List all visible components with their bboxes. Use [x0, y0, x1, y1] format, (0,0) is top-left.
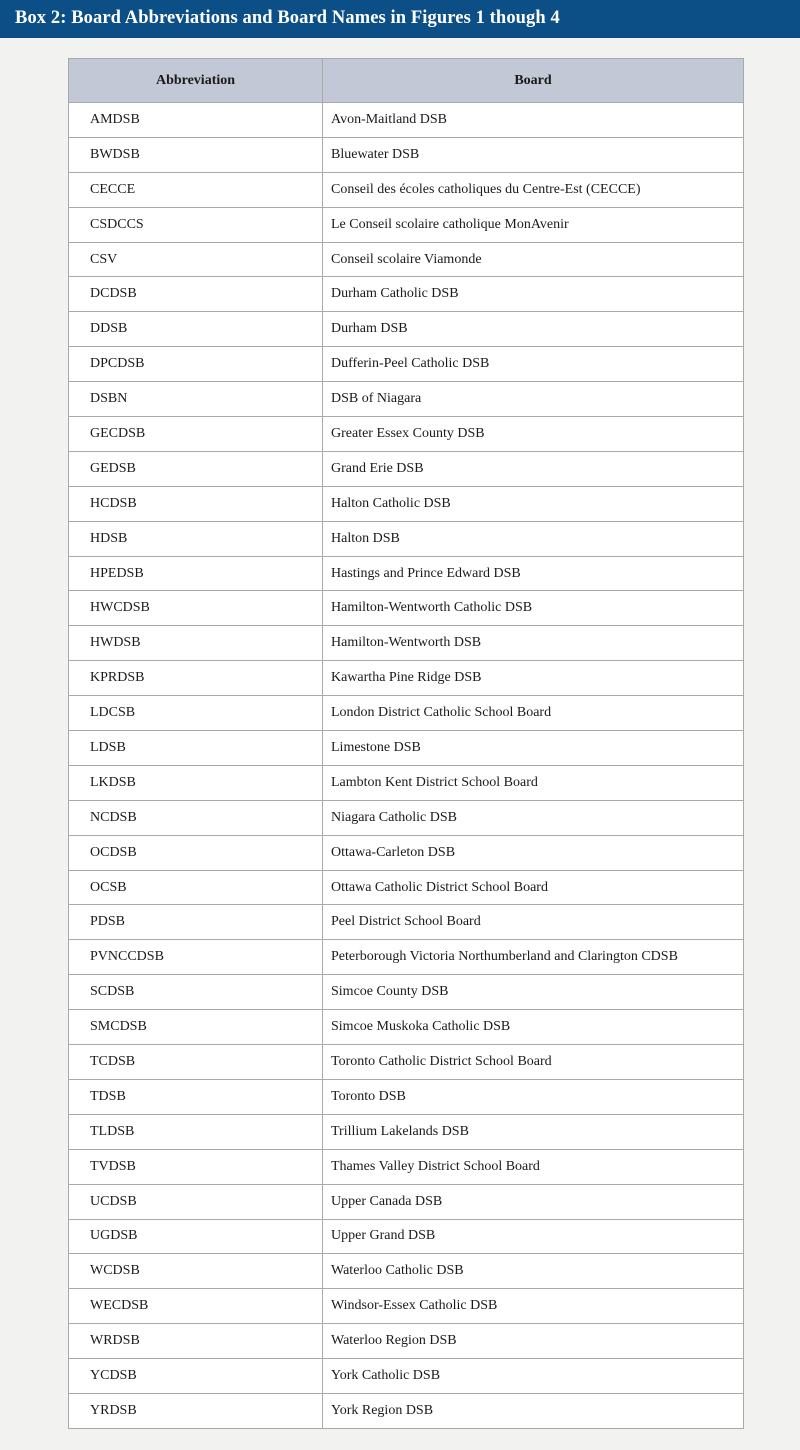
board-name-cell: Thames Valley District School Board: [323, 1149, 744, 1184]
board-name-cell: Durham Catholic DSB: [323, 277, 744, 312]
column-header-board: Board: [323, 59, 744, 103]
abbreviation-cell: LKDSB: [69, 765, 323, 800]
abbreviation-cell: HWCDSB: [69, 591, 323, 626]
table-row: [69, 1010, 744, 1045]
abbreviation-cell: PDSB: [69, 905, 323, 940]
board-name-cell: Dufferin-Peel Catholic DSB: [323, 347, 744, 382]
board-name-cell: Waterloo Region DSB: [323, 1324, 744, 1359]
abbreviation-cell: TCDSB: [69, 1045, 323, 1080]
table-body: [69, 103, 744, 1429]
abbreviation-cell: UCDSB: [69, 1184, 323, 1219]
abbreviation-cell: OCDSB: [69, 835, 323, 870]
table-row: [69, 696, 744, 731]
board-name-cell: Peel District School Board: [323, 905, 744, 940]
board-name-cell: Le Conseil scolaire catholique MonAvenir: [323, 207, 744, 242]
table-row: [69, 1359, 744, 1394]
table-row: [69, 242, 744, 277]
abbreviation-cell: TVDSB: [69, 1149, 323, 1184]
table-row: [69, 1254, 744, 1289]
table-row: [69, 975, 744, 1010]
board-name-cell: Ottawa Catholic District School Board: [323, 870, 744, 905]
table-row: [69, 940, 744, 975]
box-title: Box 2: Board Abbreviations and Board Names in Figures 1 though 4: [15, 8, 560, 28]
abbreviation-cell: TLDSB: [69, 1114, 323, 1149]
board-name-cell: Conseil des écoles catholiques du Centre-Est (CECCE): [323, 172, 744, 207]
table-row: [69, 870, 744, 905]
abbreviation-table-container: [68, 58, 743, 1429]
abbreviation-cell: CSV: [69, 242, 323, 277]
board-name-cell: Hamilton-Wentworth DSB: [323, 626, 744, 661]
table-row: [69, 1149, 744, 1184]
board-name-cell: Conseil scolaire Viamonde: [323, 242, 744, 277]
board-name-cell: Kawartha Pine Ridge DSB: [323, 661, 744, 696]
table-row: [69, 207, 744, 242]
abbreviation-cell: WECDSB: [69, 1289, 323, 1324]
abbreviation-cell: WCDSB: [69, 1254, 323, 1289]
table-row: [69, 103, 744, 138]
board-name-cell: Limestone DSB: [323, 731, 744, 766]
column-header-abbreviation: Abbreviation: [69, 59, 323, 103]
board-name-cell: Toronto DSB: [323, 1079, 744, 1114]
abbreviation-cell: HWDSB: [69, 626, 323, 661]
abbreviation-cell: YRDSB: [69, 1393, 323, 1428]
table-header-row: [69, 59, 744, 103]
board-name-cell: Upper Canada DSB: [323, 1184, 744, 1219]
board-name-cell: Avon-Maitland DSB: [323, 103, 744, 138]
abbreviation-cell: CECCE: [69, 172, 323, 207]
abbreviation-cell: WRDSB: [69, 1324, 323, 1359]
board-name-cell: Toronto Catholic District School Board: [323, 1045, 744, 1080]
abbreviation-cell: DSBN: [69, 382, 323, 417]
table-row: [69, 382, 744, 417]
abbreviation-cell: HCDSB: [69, 486, 323, 521]
abbreviation-cell: OCSB: [69, 870, 323, 905]
abbreviation-cell: PVNCCDSB: [69, 940, 323, 975]
table-row: [69, 521, 744, 556]
abbreviation-cell: NCDSB: [69, 800, 323, 835]
abbreviation-cell: GEDSB: [69, 451, 323, 486]
board-name-cell: Niagara Catholic DSB: [323, 800, 744, 835]
table-row: [69, 1393, 744, 1428]
abbreviation-cell: TDSB: [69, 1079, 323, 1114]
board-name-cell: Upper Grand DSB: [323, 1219, 744, 1254]
abbreviation-cell: HDSB: [69, 521, 323, 556]
board-name-cell: Greater Essex County DSB: [323, 417, 744, 452]
abbreviation-cell: YCDSB: [69, 1359, 323, 1394]
abbreviation-cell: SCDSB: [69, 975, 323, 1010]
board-name-cell: Ottawa-Carleton DSB: [323, 835, 744, 870]
board-name-cell: Hastings and Prince Edward DSB: [323, 556, 744, 591]
table-row: [69, 277, 744, 312]
table-row: [69, 765, 744, 800]
abbreviation-cell: DCDSB: [69, 277, 323, 312]
table-row: [69, 1045, 744, 1080]
table-row: [69, 172, 744, 207]
table-row: [69, 1219, 744, 1254]
table-row: [69, 1289, 744, 1324]
table-row: [69, 417, 744, 452]
abbreviation-cell: AMDSB: [69, 103, 323, 138]
table-row: [69, 731, 744, 766]
abbreviation-cell: DPCDSB: [69, 347, 323, 382]
table-row: [69, 137, 744, 172]
table-row: [69, 486, 744, 521]
board-name-cell: Bluewater DSB: [323, 137, 744, 172]
abbreviation-cell: LDCSB: [69, 696, 323, 731]
table-row: [69, 591, 744, 626]
board-name-cell: Waterloo Catholic DSB: [323, 1254, 744, 1289]
board-name-cell: Halton DSB: [323, 521, 744, 556]
board-name-cell: Trillium Lakelands DSB: [323, 1114, 744, 1149]
table-row: [69, 835, 744, 870]
board-name-cell: Durham DSB: [323, 312, 744, 347]
abbreviation-cell: CSDCCS: [69, 207, 323, 242]
board-name-cell: Hamilton-Wentworth Catholic DSB: [323, 591, 744, 626]
table-row: [69, 556, 744, 591]
table-row: [69, 800, 744, 835]
table-row: [69, 905, 744, 940]
board-name-cell: Simcoe Muskoka Catholic DSB: [323, 1010, 744, 1045]
board-name-cell: Simcoe County DSB: [323, 975, 744, 1010]
abbreviation-cell: GECDSB: [69, 417, 323, 452]
table-row: [69, 1324, 744, 1359]
board-name-cell: York Region DSB: [323, 1393, 744, 1428]
board-name-cell: Peterborough Victoria Northumberland and Clarington CDSB: [323, 940, 744, 975]
abbreviation-cell: LDSB: [69, 731, 323, 766]
table-row: [69, 1184, 744, 1219]
abbreviation-table: [68, 58, 744, 1429]
table-row: [69, 312, 744, 347]
table-row: [69, 1114, 744, 1149]
table-row: [69, 451, 744, 486]
table-row: [69, 1079, 744, 1114]
board-name-cell: Halton Catholic DSB: [323, 486, 744, 521]
abbreviation-cell: SMCDSB: [69, 1010, 323, 1045]
table-row: [69, 661, 744, 696]
board-name-cell: Lambton Kent District School Board: [323, 765, 744, 800]
board-name-cell: York Catholic DSB: [323, 1359, 744, 1394]
abbreviation-cell: HPEDSB: [69, 556, 323, 591]
board-name-cell: Windsor-Essex Catholic DSB: [323, 1289, 744, 1324]
board-name-cell: Grand Erie DSB: [323, 451, 744, 486]
box-title-bar: [0, 0, 800, 38]
abbreviation-cell: KPRDSB: [69, 661, 323, 696]
abbreviation-cell: UGDSB: [69, 1219, 323, 1254]
table-row: [69, 626, 744, 661]
abbreviation-cell: BWDSB: [69, 137, 323, 172]
board-name-cell: DSB of Niagara: [323, 382, 744, 417]
table-row: [69, 347, 744, 382]
board-name-cell: London District Catholic School Board: [323, 696, 744, 731]
abbreviation-cell: DDSB: [69, 312, 323, 347]
